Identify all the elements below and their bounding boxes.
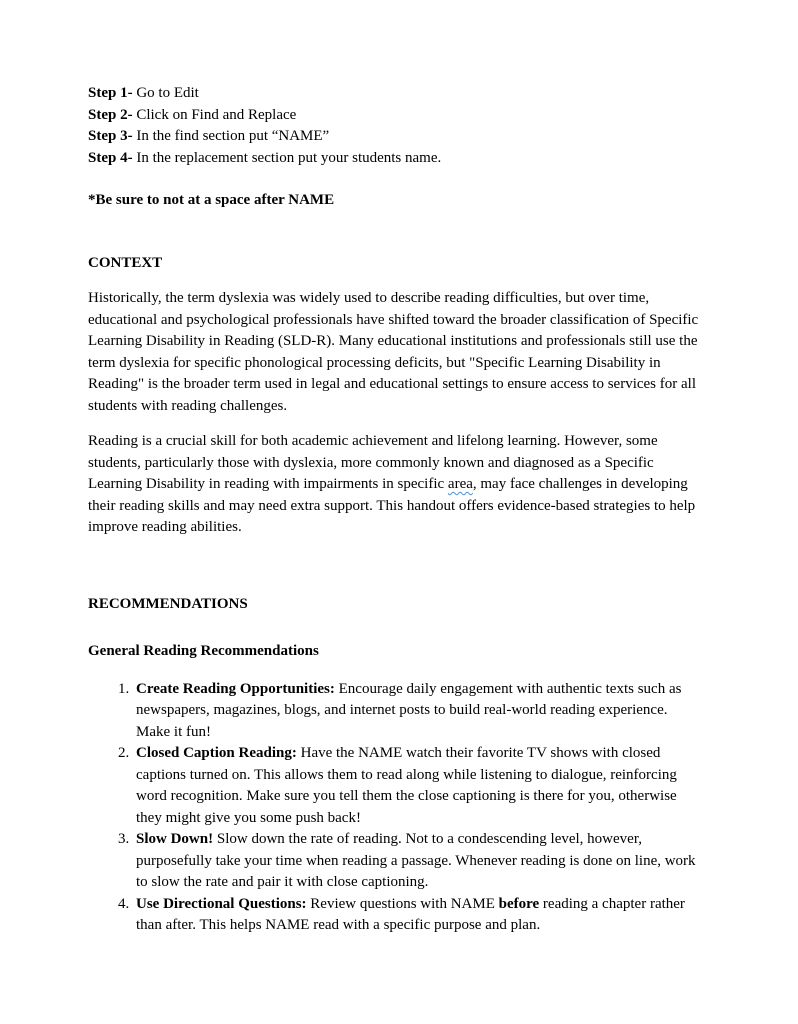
list-item-text: Review questions with NAME bbox=[306, 895, 499, 912]
document-content bbox=[88, 83, 700, 937]
step-label: Step 4- bbox=[88, 149, 133, 166]
step-line-2 bbox=[88, 105, 700, 127]
step-line-4 bbox=[88, 148, 700, 170]
step-text: Click on Find and Replace bbox=[132, 106, 297, 123]
list-item-text: Encourage daily engagement with authentic texts such as newspapers, magazines, blogs, and internet posts to build real-world reading experience. Make it fun! bbox=[136, 680, 682, 740]
list-item bbox=[133, 829, 700, 894]
list-item-text: Have the NAME watch their favorite TV shows with closed captions turned on. This allows them to read along while listening to dialogue, reinforcing word recognition. Make sure you tell them the close captioning is there for you, otherwise they might give you some push back! bbox=[136, 745, 677, 826]
list-item bbox=[133, 894, 700, 937]
context-paragraph-2 bbox=[88, 431, 700, 539]
recommendations-heading: RECOMMENDATIONS bbox=[88, 595, 248, 612]
note-text: *Be sure to not at a space after NAME bbox=[88, 192, 335, 208]
step-label: Step 3- bbox=[88, 128, 133, 144]
list-item-lead: Use Directional Questions: bbox=[136, 895, 307, 912]
step-line-1 bbox=[88, 83, 700, 105]
list-item-lead: Slow Down! bbox=[136, 831, 214, 847]
step-line-3 bbox=[88, 126, 700, 148]
step-text: In the replacement section put your students name. bbox=[132, 149, 442, 166]
steps-block bbox=[88, 83, 700, 169]
step-label: Step 1- bbox=[88, 85, 133, 101]
list-item-lead: Closed Caption Reading: bbox=[136, 745, 297, 761]
list-item bbox=[133, 743, 700, 829]
recommendations-list bbox=[88, 679, 700, 937]
list-item-text: Slow down the rate of reading. Not to a condescending level, however, purposefully take your time when reading a passage. Whenever reading is done on line, work to slow the rate and pair it with close captioning. bbox=[136, 831, 696, 890]
general-recommendations-subheading: General Reading Recommendations bbox=[88, 643, 319, 659]
paragraph-text: , may face challenges in developing their reading skills and may need extra support. This handout offers evidence-based strategies to help improve reading abilities. bbox=[88, 476, 696, 535]
list-item bbox=[133, 679, 700, 744]
list-item-text: reading a chapter rather than after. This helps NAME read with a specific purpose and plan. bbox=[136, 895, 685, 933]
step-text: In the find section put “NAME” bbox=[132, 128, 330, 144]
context-paragraph-1: Historically, the term dyslexia was widely used to describe reading difficulties, but over time, educational and psychological professionals have shifted toward the broader classification of Specific Learning Disability in Reading (SLD-R). Many educational institutions and professionals still use the term dyslexia for specific phonological processing deficits, but "Specific Learning Disability in Reading" is the broader term used in legal and educational settings to ensure access to services for all students with reading challenges. bbox=[88, 290, 699, 414]
step-text: Go to Edit bbox=[132, 85, 199, 101]
step-label: Step 2- bbox=[88, 106, 133, 123]
context-heading: CONTEXT bbox=[88, 254, 163, 271]
list-item-emphasis: before bbox=[498, 895, 540, 912]
paragraph-text: Reading is a crucial skill for both academic achievement and lifelong learning. However, some students, particularly those with dyslexia, more commonly known and diagnosed as a Specific Learning Disability in reading with impairments in specific bbox=[88, 433, 658, 492]
list-item-lead: Create Reading Opportunities: bbox=[136, 680, 335, 697]
spellcheck-flagged-word[interactable]: area bbox=[447, 476, 473, 492]
